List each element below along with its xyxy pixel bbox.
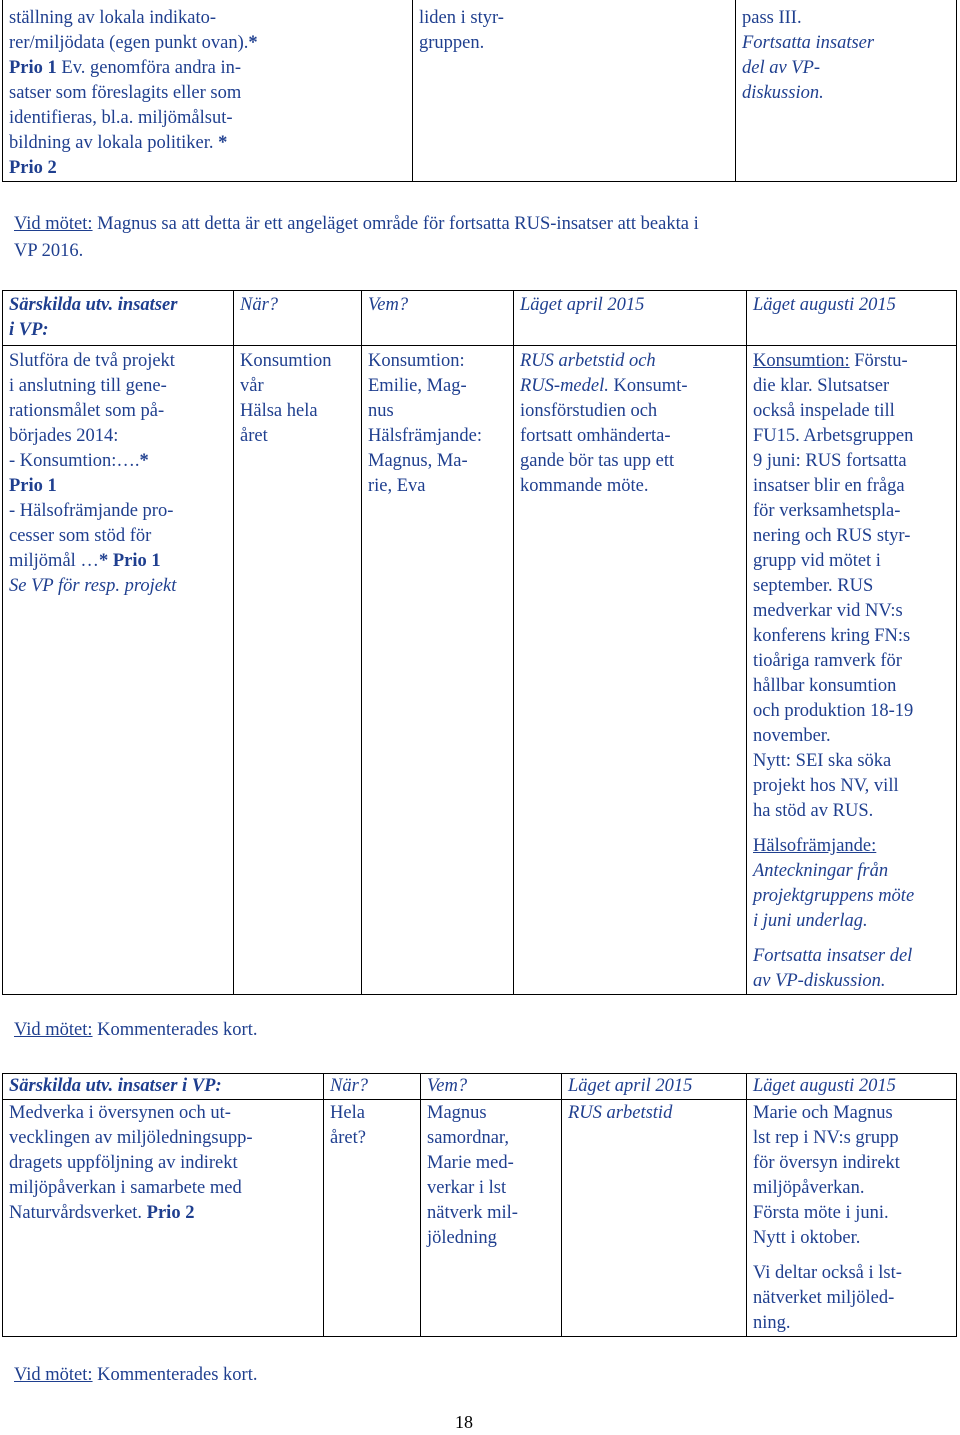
cell-text-line <box>753 599 950 624</box>
cell-text: miljöpåverkan. <box>753 1178 865 1198</box>
cell-text: fortsatt omhänderta- <box>520 426 671 446</box>
header-cell-insatser <box>3 291 234 346</box>
cell-text: 9 juni: RUS fortsatta <box>753 451 907 471</box>
table-header-row <box>3 291 957 346</box>
cell-text-line <box>753 649 950 674</box>
cell-text: jöledning <box>427 1228 497 1248</box>
cell-text-line <box>742 31 950 56</box>
meeting-note-label: Vid mötet: <box>14 1365 93 1385</box>
cell-text-line <box>753 1226 950 1251</box>
meeting-note-1 <box>14 211 699 265</box>
cell-text: året? <box>330 1128 366 1148</box>
header-cell-augusti <box>747 1074 957 1100</box>
header-cell-april <box>562 1074 747 1100</box>
cell-text-line <box>9 81 406 106</box>
top-cell-col3 <box>736 0 957 182</box>
cell-text: RUS-medel. <box>520 376 609 396</box>
header-label: Vem? <box>368 295 409 315</box>
cell-text-line <box>520 399 740 424</box>
cell-text-line <box>9 374 227 399</box>
header-cell-april <box>514 291 747 346</box>
header-label: Särskilda utv. insatser i VP: <box>9 1076 222 1096</box>
cell-vem <box>362 346 514 995</box>
cell-text: Marie med- <box>427 1153 514 1173</box>
cell-text-line <box>9 156 406 181</box>
cell-text: september. RUS <box>753 576 874 596</box>
cell-text-tail: * Prio 1 <box>98 551 161 571</box>
top-continuation-table <box>2 0 957 182</box>
cell-text-line <box>753 909 950 934</box>
cell-text: Magnus, Ma- <box>368 451 468 471</box>
meeting-note-3 <box>14 1363 257 1388</box>
cell-text: cesser som stöd för <box>9 526 152 546</box>
cell-text-line <box>753 449 950 474</box>
cell-text-line <box>753 674 950 699</box>
cell-text-line <box>240 424 355 449</box>
cell-text-line <box>753 1286 950 1311</box>
cell-text-line <box>753 944 950 969</box>
cell-text-line <box>753 774 950 799</box>
cell-text-line <box>753 549 950 574</box>
cell-text: die klar. Slutsatser <box>753 376 890 396</box>
table-row <box>3 346 957 995</box>
cell-text-line <box>330 1101 414 1126</box>
cell-text: verkar i lst <box>427 1178 507 1198</box>
cell-insatser <box>3 1100 324 1337</box>
cell-text: ställning av lokala indikato- <box>9 8 217 28</box>
cell-augusti <box>747 346 957 995</box>
header-label: När? <box>330 1076 369 1096</box>
cell-text-line <box>9 474 227 499</box>
cell-text: projektgruppens möte <box>753 886 915 906</box>
cell-text-line <box>753 1261 950 1286</box>
cell-text: nätverket miljöled- <box>753 1288 895 1308</box>
cell-text-line <box>753 699 950 724</box>
cell-text-line <box>240 399 355 424</box>
cell-text-line <box>9 449 227 474</box>
cell-text: hållbar konsumtion <box>753 676 897 696</box>
cell-text: - Hälsofrämjande pro- <box>9 501 174 521</box>
cell-text-line <box>753 969 950 994</box>
cell-text-line <box>427 1176 555 1201</box>
cell-text: del av VP- <box>742 58 821 78</box>
cell-text-line <box>753 1101 950 1126</box>
cell-text-line <box>9 549 227 574</box>
cell-text-line <box>753 374 950 399</box>
header-cell-nar <box>234 291 362 346</box>
cell-text-line <box>753 349 950 374</box>
header-cell-vem <box>421 1074 562 1100</box>
cell-text: RUS arbetstid <box>568 1103 673 1123</box>
cell-text: Konsumtion: <box>368 351 465 371</box>
cell-text: medverkar vid NV:s <box>753 601 903 621</box>
header-label: Läget april 2015 <box>568 1076 693 1096</box>
special-initiatives-table-2 <box>2 1073 957 1337</box>
cell-text-line <box>753 1311 950 1336</box>
cell-text-line <box>427 1101 555 1126</box>
paragraph-gap <box>753 824 950 834</box>
cell-text-line <box>368 449 507 474</box>
cell-text: också inspelade till <box>753 401 895 421</box>
cell-text: i juni underlag. <box>753 911 868 931</box>
cell-text-line <box>520 449 740 474</box>
header-cell-insatser <box>3 1074 324 1100</box>
cell-text-tail: * <box>248 33 258 53</box>
cell-text: ionsförstudien och <box>520 401 658 421</box>
meeting-note-text: Kommenterades kort. <box>92 1020 258 1040</box>
meeting-note-text: Magnus sa att detta är ett angeläget område för fortsatta RUS-insatser att beakta i <box>92 214 699 234</box>
top-cell-col2 <box>413 0 736 182</box>
cell-text-tail: * <box>213 133 228 153</box>
cell-text: nätverk mil- <box>427 1203 518 1223</box>
cell-text-line <box>753 624 950 649</box>
cell-text: pass III. <box>742 8 802 28</box>
cell-text-line <box>427 1126 555 1151</box>
cell-text: projekt hos NV, vill <box>753 776 899 796</box>
cell-text-line <box>753 724 950 749</box>
cell-text: Konsumtion <box>240 351 332 371</box>
cell-text: lst rep i NV:s grupp <box>753 1128 899 1148</box>
cell-text-line <box>753 859 950 884</box>
cell-text-line <box>520 474 740 499</box>
cell-text: ning. <box>753 1313 791 1333</box>
cell-text: Medverka i översynen och ut- <box>9 1103 231 1123</box>
cell-text: Anteckningar från <box>753 861 889 881</box>
cell-text: november. <box>753 726 831 746</box>
cell-text-tail: Förstu- <box>849 351 908 371</box>
cell-text: Vi deltar också i lst- <box>753 1263 902 1283</box>
cell-text: diskussion. <box>742 83 824 103</box>
cell-text: rationsmålet som på- <box>9 401 165 421</box>
cell-text-line <box>330 1126 414 1151</box>
cell-text-line <box>9 31 406 56</box>
cell-text: Prio 1 <box>9 476 57 496</box>
cell-text: identifieras, bl.a. miljömålsut- <box>9 108 233 128</box>
cell-text: Magnus <box>427 1103 487 1123</box>
cell-text: miljömål … <box>9 551 99 571</box>
cell-text: liden i styr- <box>419 8 504 28</box>
header-cell-augusti <box>747 291 957 346</box>
cell-text-line <box>9 131 406 156</box>
cell-text: Prio 1 <box>9 58 57 78</box>
cell-text: Fortsatta insatser <box>742 33 875 53</box>
cell-april <box>562 1100 747 1337</box>
cell-text-line <box>9 56 406 81</box>
cell-text-line <box>520 374 740 399</box>
cell-text-line <box>753 1176 950 1201</box>
header-label: Särskilda utv. insatser <box>9 295 178 315</box>
paragraph-gap <box>753 1251 950 1261</box>
cell-text: Naturvårdsverket. <box>9 1203 143 1223</box>
cell-text: Nytt i oktober. <box>753 1228 861 1248</box>
cell-text: RUS arbetstid och <box>520 351 656 371</box>
cell-text-tail: Konsumt- <box>608 376 688 396</box>
cell-text: Konsumtion: <box>753 351 850 371</box>
header-label: Läget augusti 2015 <box>753 1076 896 1096</box>
cell-nar <box>234 346 362 995</box>
cell-text-line <box>9 1176 317 1201</box>
cell-text-line <box>753 574 950 599</box>
paragraph-gap <box>753 934 950 944</box>
cell-text: nering och RUS styr- <box>753 526 911 546</box>
cell-text-line <box>9 1201 317 1226</box>
cell-text: rer/miljödata (egen punkt ovan). <box>9 33 249 53</box>
cell-text-line <box>753 524 950 549</box>
page-number: 18 <box>455 1412 473 1432</box>
cell-text: FU15. Arbetsgruppen <box>753 426 914 446</box>
cell-text: Nytt: SEI ska söka <box>753 751 892 771</box>
cell-text-line <box>9 1101 317 1126</box>
cell-text-line <box>368 374 507 399</box>
cell-text: Se VP för resp. projekt <box>9 576 177 596</box>
cell-text: Hälsfrämjande: <box>368 426 483 446</box>
meeting-note-text-line2: VP 2016. <box>14 241 84 261</box>
cell-text: vecklingen av miljöledningsupp- <box>9 1128 253 1148</box>
cell-augusti <box>747 1100 957 1337</box>
cell-text-line <box>368 349 507 374</box>
cell-text: grupp vid mötet i <box>753 551 881 571</box>
cell-text-line <box>9 499 227 524</box>
cell-text-line <box>753 1126 950 1151</box>
header-cell-vem <box>362 291 514 346</box>
cell-text: miljöpåverkan i samarbete med <box>9 1178 242 1198</box>
cell-text: gande bör tas upp ett <box>520 451 675 471</box>
cell-text-tail: * <box>139 451 149 471</box>
cell-insatser <box>3 346 234 995</box>
cell-text-line <box>742 56 950 81</box>
cell-text-line <box>742 6 950 31</box>
meeting-note-2 <box>14 1018 257 1043</box>
cell-text-line <box>9 424 227 449</box>
cell-text: Hela <box>330 1103 365 1123</box>
cell-text: - Konsumtion:…. <box>9 451 140 471</box>
cell-text-line <box>240 374 355 399</box>
cell-text: konferens kring FN:s <box>753 626 911 646</box>
cell-text-tail: Prio 2 <box>142 1203 195 1223</box>
cell-text: satser som föreslagits eller som <box>9 83 242 103</box>
cell-text: samordnar, <box>427 1128 509 1148</box>
cell-text: och produktion 18-19 <box>753 701 914 721</box>
cell-text-line <box>9 349 227 374</box>
cell-text-line <box>753 884 950 909</box>
cell-text-line <box>753 424 950 449</box>
meeting-note-label: Vid mötet: <box>14 1020 93 1040</box>
cell-nar <box>324 1100 421 1337</box>
table-row <box>3 1100 957 1337</box>
cell-text: i anslutning till gene- <box>9 376 167 396</box>
cell-text: kommande möte. <box>520 476 649 496</box>
cell-text: börjades 2014: <box>9 426 119 446</box>
cell-text-line <box>753 1151 950 1176</box>
cell-text: nus <box>368 401 394 421</box>
cell-text-line <box>753 499 950 524</box>
cell-text: Marie och Magnus <box>753 1103 893 1123</box>
cell-text-line <box>9 1151 317 1176</box>
special-initiatives-table-1 <box>2 290 957 995</box>
cell-text: dragets uppföljning av indirekt <box>9 1153 238 1173</box>
table-header-row <box>3 1074 957 1100</box>
cell-text-line <box>9 574 227 599</box>
cell-text-line <box>753 799 950 824</box>
cell-text: Prio 2 <box>9 158 57 178</box>
cell-text-line <box>753 834 950 859</box>
meeting-note-label: Vid mötet: <box>14 214 93 234</box>
cell-text-line <box>368 399 507 424</box>
cell-text: Första möte i juni. <box>753 1203 889 1223</box>
cell-text: bildning av lokala politiker. <box>9 133 214 153</box>
cell-april <box>514 346 747 995</box>
cell-text: Hälsofrämjande: <box>753 836 877 856</box>
cell-vem <box>421 1100 562 1337</box>
top-cell-col1 <box>3 0 413 182</box>
cell-text: vår <box>240 376 264 396</box>
cell-text-line <box>9 1126 317 1151</box>
cell-text-line <box>427 1201 555 1226</box>
cell-text-line <box>753 399 950 424</box>
cell-text-line <box>427 1226 555 1251</box>
cell-text-line <box>9 106 406 131</box>
cell-text: Fortsatta insatser del <box>753 946 913 966</box>
cell-text-line <box>742 81 950 106</box>
cell-text: insatser blir en fråga <box>753 476 905 496</box>
cell-text-line <box>9 524 227 549</box>
header-label: Vem? <box>427 1076 468 1096</box>
cell-text-line <box>368 424 507 449</box>
cell-text-line <box>368 474 507 499</box>
cell-text: för översyn indirekt <box>753 1153 900 1173</box>
cell-text-tail: Ev. genomföra andra in- <box>56 58 242 78</box>
cell-text-line <box>520 349 740 374</box>
header-label: i VP: <box>9 320 49 340</box>
cell-text-line <box>240 349 355 374</box>
cell-text-line <box>753 474 950 499</box>
cell-text: Hälsa hela <box>240 401 318 421</box>
cell-text: gruppen. <box>419 33 485 53</box>
cell-text: året <box>240 426 268 446</box>
cell-text: rie, Eva <box>368 476 426 496</box>
cell-text: tioåriga ramverk för <box>753 651 902 671</box>
cell-text-line <box>568 1101 740 1126</box>
meeting-note-text: Kommenterades kort. <box>92 1365 258 1385</box>
cell-text: Slutföra de två projekt <box>9 351 175 371</box>
cell-text-line <box>753 749 950 774</box>
cell-text: av VP-diskussion. <box>753 971 886 991</box>
cell-text: Emilie, Mag- <box>368 376 467 396</box>
cell-text-line <box>520 424 740 449</box>
header-cell-nar <box>324 1074 421 1100</box>
cell-text: för verksamhetspla- <box>753 501 901 521</box>
cell-text-line <box>427 1151 555 1176</box>
cell-text-line <box>419 31 729 56</box>
cell-text-line <box>9 399 227 424</box>
cell-text: ha stöd av RUS. <box>753 801 874 821</box>
cell-text-line <box>419 6 729 31</box>
header-label: Läget april 2015 <box>520 295 645 315</box>
cell-text-line <box>9 6 406 31</box>
header-label: När? <box>240 295 279 315</box>
header-label: Läget augusti 2015 <box>753 295 896 315</box>
cell-text-line <box>753 1201 950 1226</box>
